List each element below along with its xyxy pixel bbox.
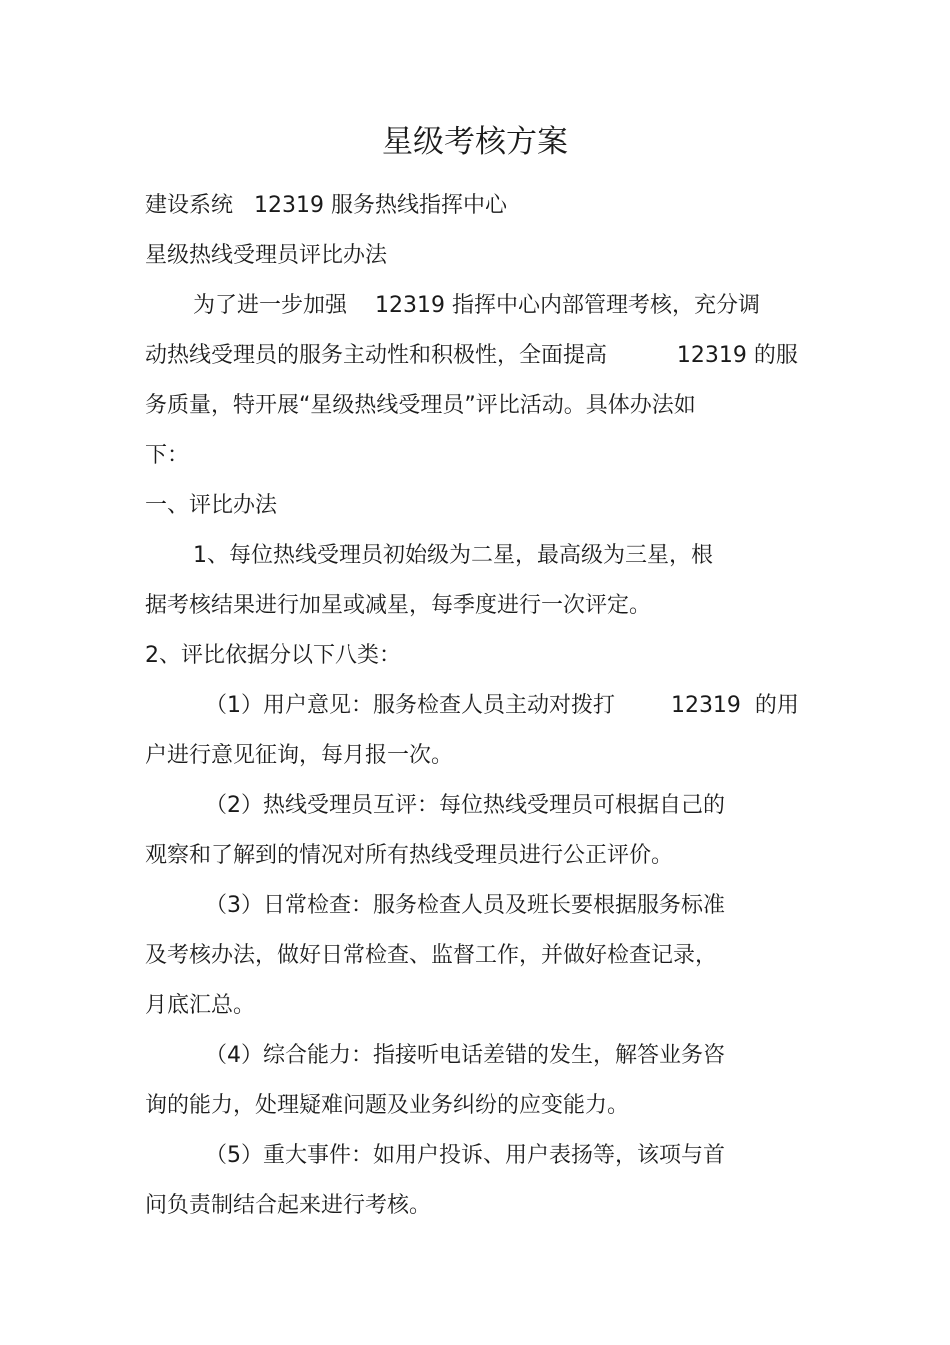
section-heading: 一、评比办法: [145, 493, 278, 518]
subtitle-method: 星级热线受理员评比办法: [145, 243, 388, 268]
paragraph-line: 据考核结果进行加星或减星，每季度进行一次评定。: [145, 593, 652, 618]
paragraph-line: 动热线受理员的服务主动性和积极性，全面提高 12319 的服: [145, 343, 798, 368]
list-item-line: 询的能力，处理疑难问题及业务纠纷的应变能力。: [145, 1093, 630, 1118]
list-item-line: （4）综合能力：指接听电话差错的发生，解答业务咨: [205, 1043, 725, 1068]
list-item-line: （1）用户意见：服务检查人员主动对拨打 12319 的用: [205, 693, 799, 718]
list-item-line: （3）日常检查：服务检查人员及班长要根据服务标准: [205, 893, 725, 918]
paragraph-line: 1、每位热线受理员初始级为二星，最高级为三星，根: [193, 543, 713, 568]
document-title: 星级考核方案: [382, 124, 568, 160]
list-item-line: （2）热线受理员互评：每位热线受理员可根据自己的: [205, 793, 725, 818]
paragraph-line: 2、评比依据分以下八类：: [145, 643, 401, 668]
paragraph-line: 为了进一步加强 12319 指挥中心内部管理考核，充分调: [193, 293, 760, 318]
list-item-line: 及考核办法，做好日常检查、监督工作，并做好检查记录，: [145, 943, 718, 968]
paragraph-line: 下：: [145, 443, 190, 468]
list-item-line: 观察和了解到的情况对所有热线受理员进行公正评价。: [145, 843, 674, 868]
list-item-line: 月底汇总。: [145, 993, 256, 1018]
subtitle-org: 建设系统 12319 服务热线指挥中心: [145, 193, 507, 218]
list-item-line: 户进行意见征询，每月报一次。: [145, 743, 454, 768]
list-item-line: （5）重大事件：如用户投诉、用户表扬等，该项与首: [205, 1143, 725, 1168]
paragraph-line: 务质量，特开展“星级热线受理员”评比活动。具体办法如: [145, 393, 696, 418]
list-item-line: 问负责制结合起来进行考核。: [145, 1193, 432, 1218]
